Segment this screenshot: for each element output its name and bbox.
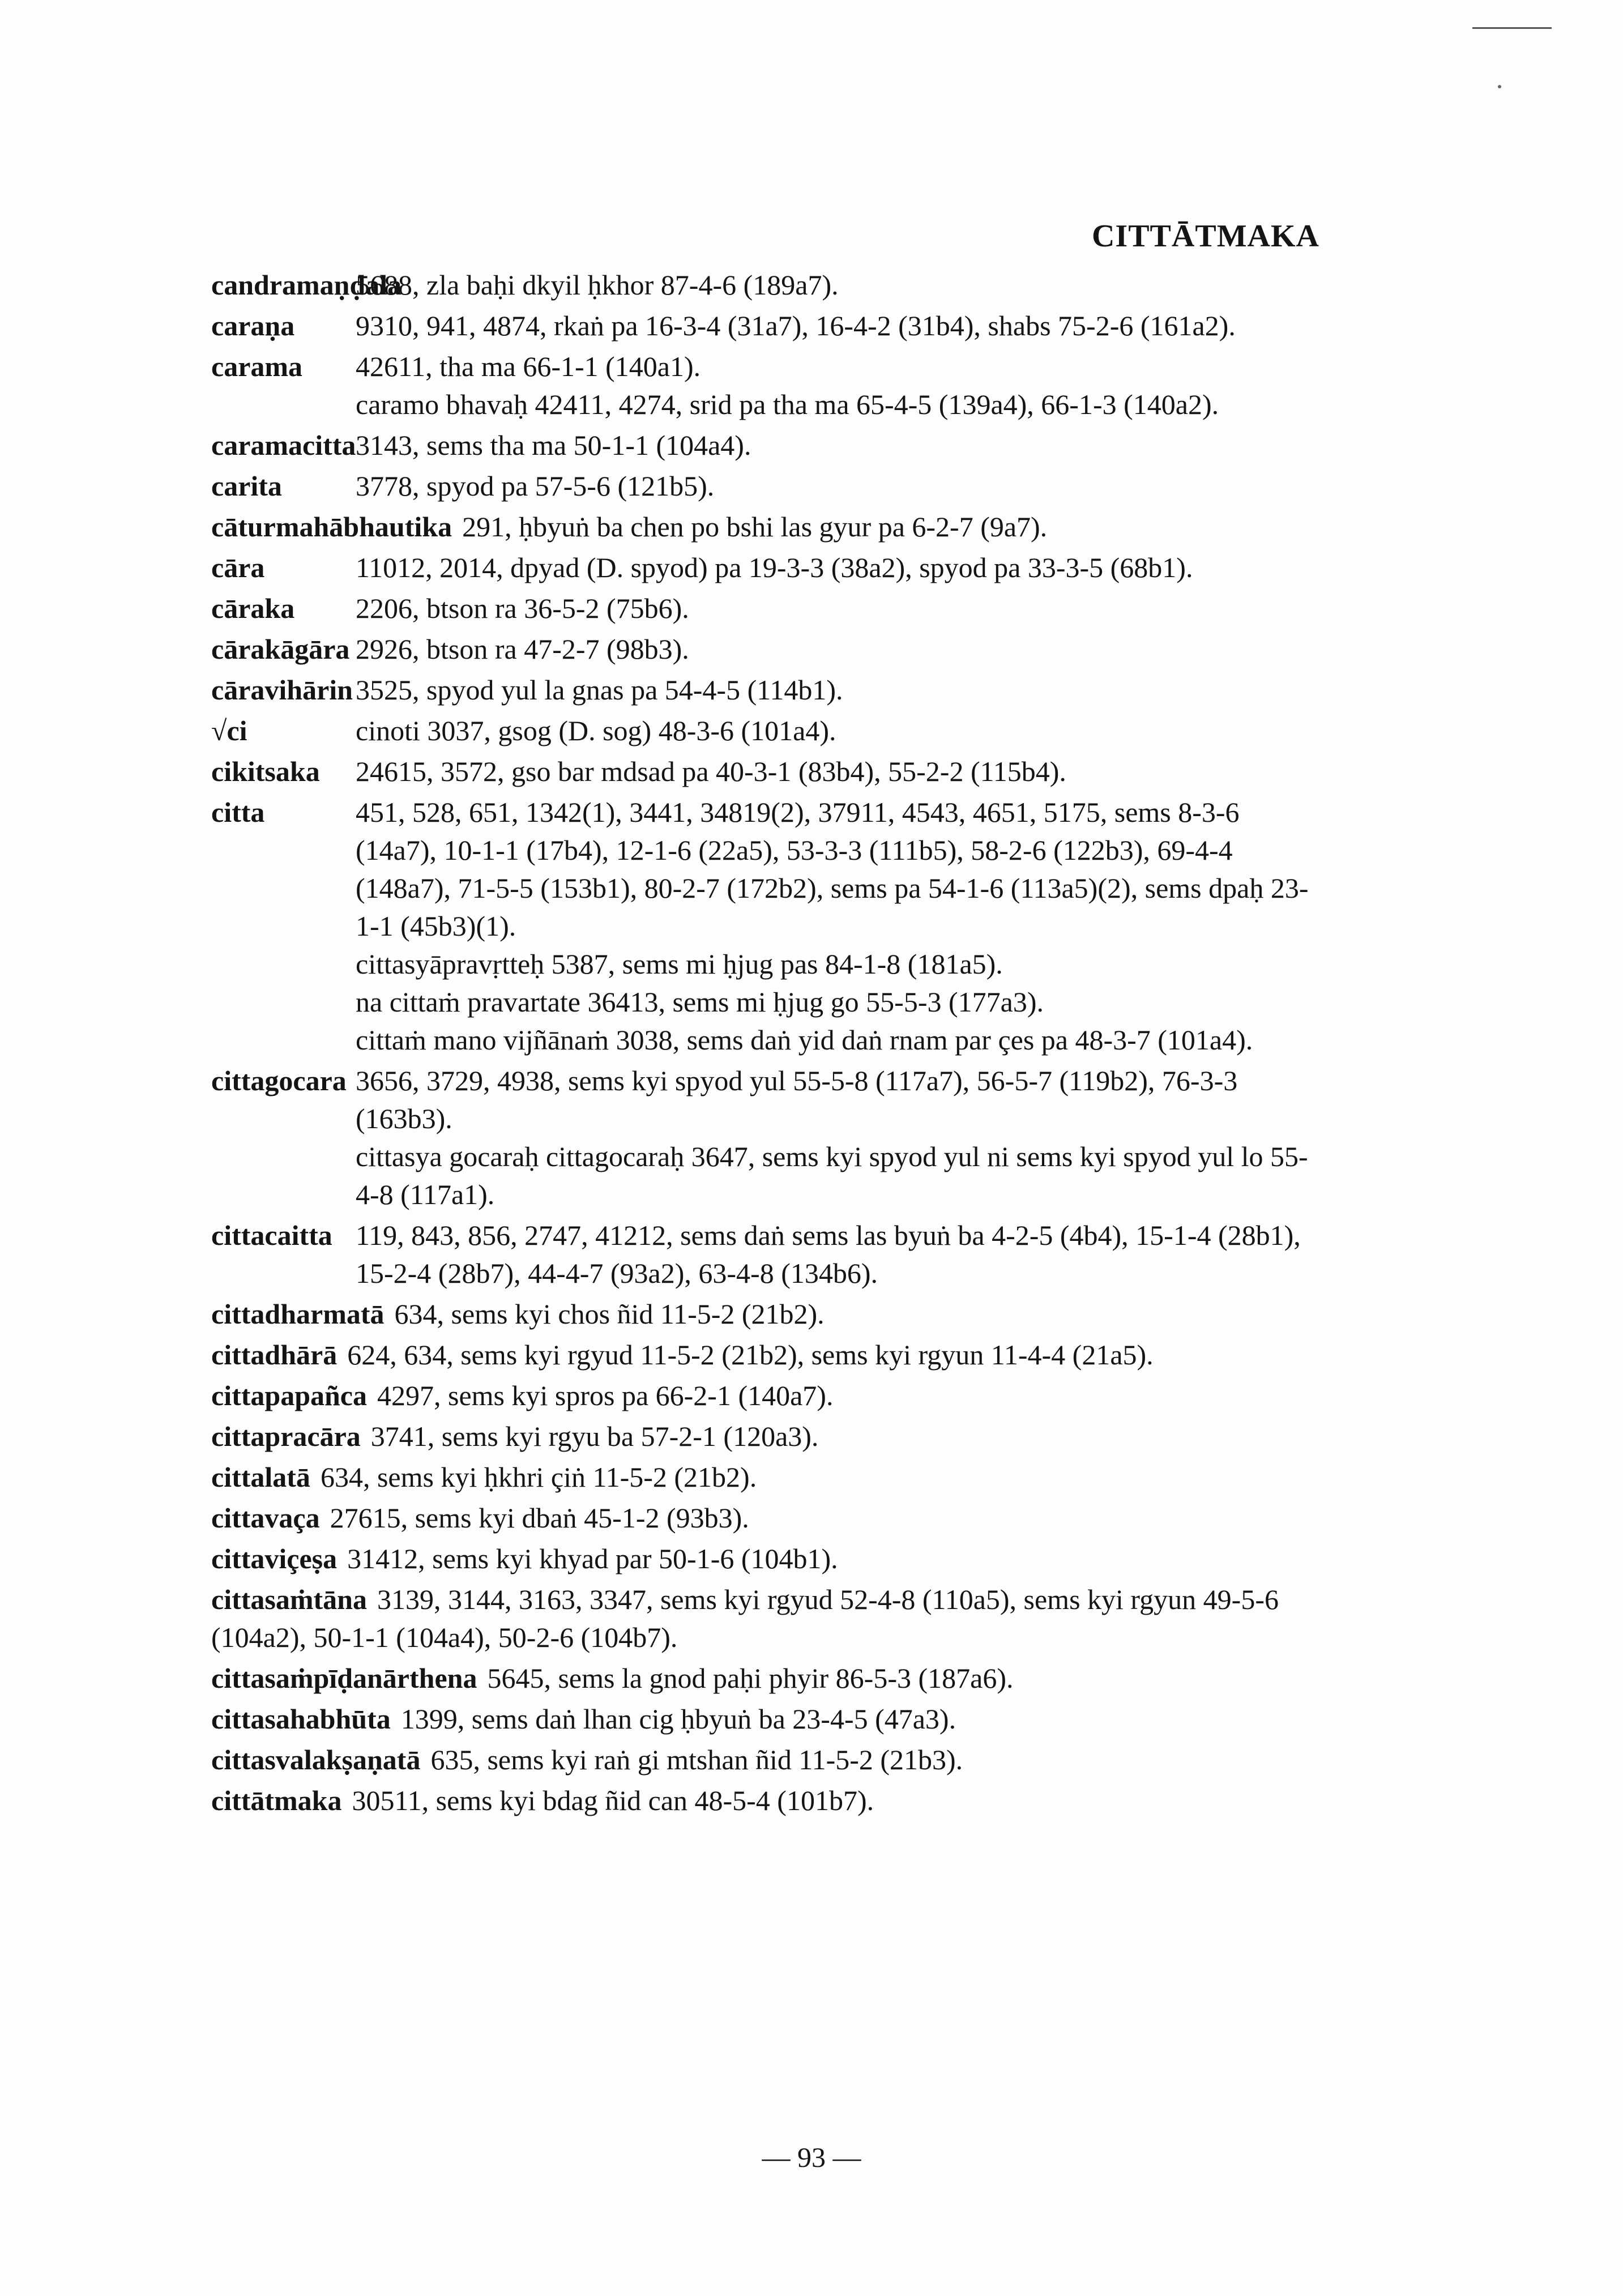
entry-text: 291, ḥbyuṅ ba chen po bshi las gyur pa 6-2-7 (9a7).: [462, 511, 1048, 543]
entry-text: caramo bhavaḥ 42411, 4274, srid pa tha ma 65-4-5 (139a4), 66-1-3 (140a2).: [356, 389, 1219, 420]
headword: cittasahabhūta: [211, 1703, 391, 1735]
dictionary-entry: [211, 266, 1324, 304]
dictionary-entry: [211, 1499, 1324, 1537]
entry-text: cittaṁ mano vijñānaṁ 3038, sems daṅ yid daṅ rnam par çes pa 48-3-7 (101a4).: [356, 1024, 1253, 1056]
dictionary-entries: [211, 266, 1324, 1823]
corner-mark: [1498, 85, 1501, 88]
headword: citta: [211, 796, 265, 828]
headword: cittagocara: [211, 1065, 347, 1096]
headword: cittacaitta: [211, 1219, 332, 1251]
headword: cāra: [211, 552, 265, 583]
page-number: — 93 —: [762, 2141, 861, 2173]
headword: cittadhārā: [211, 1339, 338, 1371]
dictionary-entry: [211, 1540, 1324, 1578]
dictionary-subentry: [211, 1138, 1324, 1214]
dictionary-subentry: [211, 983, 1324, 1021]
entry-text: 3525, spyod yul la gnas pa 54-4-5 (114b1).: [356, 674, 843, 706]
entry-text: 3741, sems kyi rgyu ba 57-2-1 (120a3).: [370, 1420, 819, 1452]
dictionary-entry: [211, 549, 1324, 587]
dictionary-entry: [211, 1741, 1324, 1779]
dictionary-entry: [211, 590, 1324, 628]
headword: candramaṇḍala: [211, 269, 402, 301]
headword: [211, 945, 356, 983]
entry-text: 634, sems kyi ḥkhri çiṅ 11-5-2 (21b2).: [320, 1461, 757, 1493]
entry-text: 2926, btson ra 47-2-7 (98b3).: [356, 633, 689, 665]
headword: cittaviçeṣa: [211, 1543, 338, 1574]
entry-text: cittasyāpravṛtteḥ 5387, sems mi ḥjug pas 84-1-8 (181a5).: [356, 948, 1003, 980]
dictionary-entry: [211, 793, 1324, 945]
entry-text: cinoti 3037, gsog (D. sog) 48-3-6 (101a4).: [356, 715, 836, 746]
headword: cittasvalakṣaṇatā: [211, 1744, 421, 1776]
headword: [211, 386, 356, 424]
headword: [211, 983, 356, 1021]
entry-text: 3778, spyod pa 57-5-6 (121b5).: [356, 470, 715, 502]
dictionary-entry: [211, 1581, 1324, 1657]
dictionary-entry: [211, 1336, 1324, 1374]
dictionary-entry: [211, 1295, 1324, 1333]
headword: caraṇa: [211, 310, 295, 342]
headword: [211, 1138, 356, 1214]
dictionary-entry: [211, 307, 1324, 345]
entry-text: 3143, sems tha ma 50-1-1 (104a4).: [356, 429, 751, 461]
dictionary-entry: [211, 1659, 1324, 1697]
dictionary-entry: [211, 1700, 1324, 1738]
entry-text: 27615, sems kyi dbaṅ 45-1-2 (93b3).: [330, 1502, 749, 1534]
headword: cāravihārin: [211, 674, 353, 706]
dictionary-entry: [211, 348, 1324, 386]
headword: cittadharmatā: [211, 1298, 385, 1330]
dictionary-entry: [211, 712, 1324, 750]
entry-text: na cittaṁ pravartate 36413, sems mi ḥjug go 55-5-3 (177a3).: [356, 986, 1044, 1018]
headword: carita: [211, 470, 282, 502]
headword: cittalatā: [211, 1461, 310, 1493]
headword: cārakāgāra: [211, 633, 350, 665]
entry-text: 635, sems kyi raṅ gi mtshan ñid 11-5-2 (21b3).: [430, 1744, 963, 1776]
entry-text: 31412, sems kyi khyad par 50-1-6 (104b1).: [347, 1543, 838, 1574]
headword: cittapracāra: [211, 1420, 361, 1452]
entry-text: 2206, btson ra 36-5-2 (75b6).: [356, 592, 689, 624]
headword: √ci: [211, 715, 247, 746]
dictionary-entry: [211, 1418, 1324, 1456]
dictionary-subentry: [211, 945, 1324, 983]
dictionary-entry: [211, 1782, 1324, 1820]
dictionary-entry: [211, 1377, 1324, 1415]
entry-text: 634, sems kyi chos ñid 11-5-2 (21b2).: [394, 1298, 825, 1330]
dictionary-entry: [211, 467, 1324, 505]
entry-text: 3139, 3144, 3163, 3347, sems kyi rgyud 52-4-8 (110a5), sems kyi rgyun 49-5-6 (104a2), 50-1-1 (104a4), 50-2-6 (104b7).: [211, 1584, 1279, 1653]
headword: cāraka: [211, 592, 295, 624]
headword: cittasaṁpīḍanārthena: [211, 1662, 477, 1694]
entry-text: 11012, 2014, dpyad (D. spyod) pa 19-3-3 (38a2), spyod pa 33-3-5 (68b1).: [356, 552, 1193, 583]
dictionary-entry: [211, 630, 1324, 668]
dictionary-subentry: [211, 1021, 1324, 1059]
headword: [211, 1021, 356, 1059]
dictionary-entry: [211, 1062, 1324, 1138]
entry-text: 624, 634, sems kyi rgyud 11-5-2 (21b2), sems kyi rgyun 11-4-4 (21a5).: [347, 1339, 1154, 1371]
entry-text: 119, 843, 856, 2747, 41212, sems daṅ sems las byuṅ ba 4-2-5 (4b4), 15-1-4 (28b1), 15-2-4 (28b7), 44-4-7 (93a2), 63-4-8 (134b6).: [356, 1219, 1301, 1289]
running-head: CITTĀTMAKA: [1091, 219, 1319, 254]
dictionary-entry: [211, 508, 1324, 546]
entry-text: 451, 528, 651, 1342(1), 3441, 34819(2), 37911, 4543, 4651, 5175, sems 8-3-6 (14a7), 10-1-1 (17b4), 12-1-6 (22a5), 53-3-3 (111b5), 58-2-6 (122b3), 69-4-4 (148a7), 71-5-5 (153b1), 80-2-7 (172b2), sems pa 54-1-6 (113a5)(2), sems dpaḥ 23-1-1 (45b3)(1).: [356, 796, 1309, 942]
dictionary-entry: [211, 753, 1324, 791]
entry-text: 42611, tha ma 66-1-1 (140a1).: [356, 351, 701, 382]
headword: carama: [211, 351, 303, 382]
headword: cittātmaka: [211, 1785, 342, 1816]
entry-text: 9310, 941, 4874, rkaṅ pa 16-3-4 (31a7), 16-4-2 (31b4), shabs 75-2-6 (161a2).: [356, 310, 1236, 342]
entry-text: 30511, sems kyi bdag ñid can 48-5-4 (101b7).: [352, 1785, 874, 1816]
headword: caramacitta: [211, 429, 356, 461]
dictionary-entry: [211, 1458, 1324, 1496]
dictionary-subentry: [211, 386, 1324, 424]
dictionary-entry: [211, 426, 1324, 464]
entry-text: 4297, sems kyi spros pa 66-2-1 (140a7).: [377, 1380, 834, 1411]
headword: cikitsaka: [211, 756, 320, 787]
headword: cittavaça: [211, 1502, 320, 1534]
entry-text: cittasya gocaraḥ cittagocaraḥ 3647, sems kyi spyod yul ni sems kyi spyod yul lo 55-4-8 (117a1).: [356, 1141, 1308, 1210]
dictionary-entry: [211, 671, 1324, 709]
headword: cittapapañca: [211, 1380, 367, 1411]
corner-rule: [1472, 27, 1552, 29]
entry-text: 1399, sems daṅ lhan cig ḥbyuṅ ba 23-4-5 (47a3).: [400, 1703, 956, 1735]
entry-text: 5688, zla baḥi dkyil ḥkhor 87-4-6 (189a7).: [356, 269, 839, 301]
headword: cittasaṁtāna: [211, 1584, 367, 1615]
entry-text: 5645, sems la gnod paḥi phyir 86-5-3 (187a6).: [487, 1662, 1014, 1694]
entry-text: 24615, 3572, gso bar mdsad pa 40-3-1 (83b4), 55-2-2 (115b4).: [356, 756, 1066, 787]
dictionary-entry: [211, 1217, 1324, 1292]
headword: cāturmahābhautika: [211, 511, 452, 543]
entry-text: 3656, 3729, 4938, sems kyi spyod yul 55-5-8 (117a7), 56-5-7 (119b2), 76-3-3 (163b3).: [356, 1065, 1238, 1134]
